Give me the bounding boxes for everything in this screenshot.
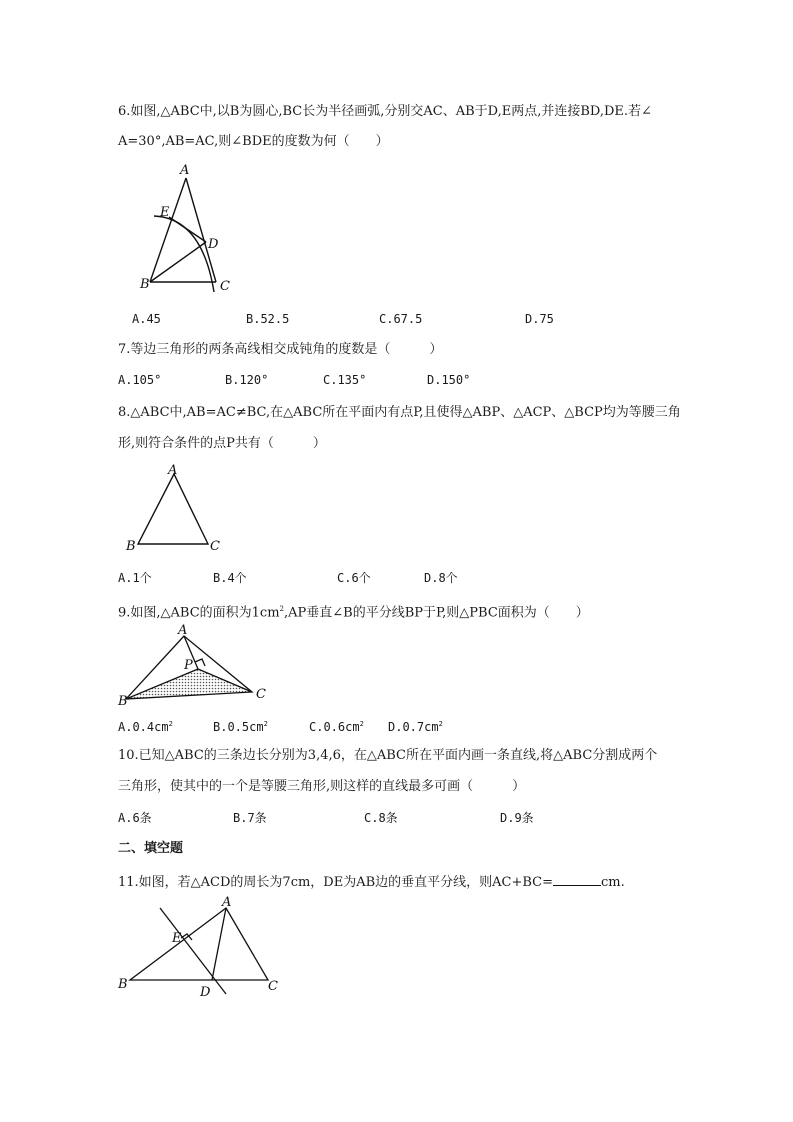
q10-option-d: D.9条 [500,811,534,825]
q9-text-sup: 2 [279,605,285,613]
q11-label-a: A [222,895,232,910]
q9-label-a: A [178,623,188,638]
q10-option-c: C.8条 [364,811,398,825]
q8-label-b: B [126,539,136,554]
q8-option-a: A.1个 [118,571,152,585]
q6-option-d: D.75 [525,312,554,326]
q11-label-b: B [118,977,128,992]
q6-option-a: A.45 [132,312,161,326]
q10-text-line2: 三角形，使其中的一个是等腰三角形,则这样的直线最多可画（ ） [118,779,526,794]
q6-text-line2: A=30°,AB=AC,则∠BDE的度数为何（ ） [118,134,389,149]
q8-option-b: B.4个 [213,571,247,585]
q11-perpendicular-bisector [160,908,226,994]
q6-label-c: C [220,279,230,294]
q6-side-ac [186,178,216,282]
q11-segment-ad [212,908,226,980]
q6-segment-bd [150,242,206,282]
q6-label-d: D [208,237,219,252]
q9-option-c [309,716,364,735]
q7-option-b: B.120° [225,373,269,387]
q6-figure [130,160,250,295]
q8-text-line1: 8.△ABC中,AB=AC≠BC,在△ABC所在平面内有点P,且使得△ABP、△ACP、△BCP均为等腰三角 [118,405,681,420]
q11-answer-blank[interactable] [553,873,601,886]
q9-option-b-text: B.0.5cm [213,720,264,734]
q10-text-line1: 10.已知△ABC的三条边长分别为3,4,6，在△ABC所在平面内画一条直线,将△ABC分割成两个 [118,748,658,763]
q9-text-post: ,AP垂直∠B的平分线BP于P,则△PBC面积为（ ） [284,605,589,621]
q10-option-b: B.7条 [233,811,267,825]
q11-figure [118,894,288,1004]
q6-label-a: A [180,163,190,178]
q9-option-c-text: C.0.6cm [309,720,360,734]
q7-option-d: D.150° [427,373,471,387]
section2-title: 二、填空题 [118,841,184,856]
q6-text-line1: 6.如图,△ABC中,以B为圆心,BC长为半径画弧,分别交AC、AB于D,E两点,并连接BD,DE.若∠ [118,104,652,119]
q9-option-b-sup: 2 [263,720,268,728]
q9-text-line1 [118,601,589,621]
q8-figure [124,462,224,557]
q8-label-a: A [168,463,178,478]
q11-label-d: D [200,985,211,1000]
q7-option-c: C.135° [323,373,367,387]
q9-text-pre: 9.如图,△ABC的面积为1cm [118,605,280,621]
q8-text-line2: 形,则符合条件的点P共有（ ） [118,436,326,451]
q9-option-a-sup: 2 [168,720,173,728]
q9-option-a-text: A.0.4cm [118,720,169,734]
q11-label-e: E [172,931,182,946]
q9-option-c-sup: 2 [359,720,364,728]
q10-option-a: A.6条 [118,811,152,825]
q7-option-a: A.105° [118,373,162,387]
q11-text-line1 [118,873,625,891]
q6-option-c: C.67.5 [379,312,423,326]
q7-text-line1: 7.等边三角形的两条高线相交成钝角的度数是（ ） [118,342,443,357]
q11-text-pre: 11.如图，若△ACD的周长为7cm，DE为AB边的垂直平分线，则AC+BC= [118,875,554,890]
q9-label-p: P [184,658,193,673]
q6-option-b: B.52.5 [246,312,290,326]
q6-arc [154,216,214,292]
q9-option-a [118,716,173,735]
q11-triangle-abc [130,908,268,980]
q6-label-b: B [140,277,150,292]
q9-option-d-sup: 2 [438,720,443,728]
q9-label-b: B [118,694,128,709]
q9-option-d-text: D.0.7cm [388,720,439,734]
q8-label-c: C [210,539,220,554]
q11-text-post: cm. [601,875,625,890]
q6-side-ab [150,178,186,282]
q9-option-b [213,716,268,735]
q9-figure [118,624,278,708]
q6-label-e: E [160,205,170,220]
q9-label-c: C [256,687,266,702]
q8-option-c: C.6个 [337,571,371,585]
q8-triangle [138,474,208,544]
q8-option-d: D.8个 [424,571,458,585]
q9-option-d [388,716,443,735]
q11-label-c: C [268,979,278,994]
